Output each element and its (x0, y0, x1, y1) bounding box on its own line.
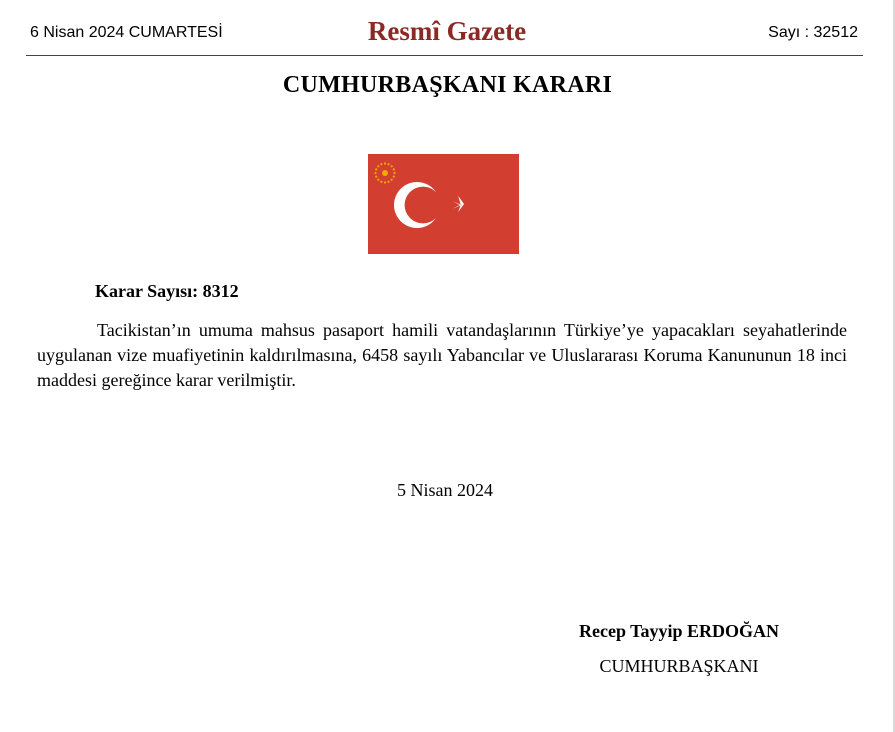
decision-body: Tacikistan’ın umuma mahsus pasaport hamili vatandaşlarının Türkiye’ye yapacakları seyahatlerinde uygulanan vize muafiyetinin kaldırılmasına, 6458 sayılı Yabancılar ve Uluslararası Koruma Kanununun 18 inci maddesi gereğince karar verilmiştir. (37, 320, 847, 390)
header-divider (26, 55, 863, 56)
presidential-flag-icon (368, 154, 519, 254)
gazette-header (30, 14, 864, 54)
decision-number: Karar Sayısı: 8312 (95, 281, 239, 301)
issue-date: 6 Nisan 2024 CUMARTESİ (30, 24, 223, 41)
issue-number: Sayı : 32512 (768, 24, 858, 41)
signer-title: CUMHURBAŞKANI (599, 656, 759, 676)
document-type-heading: CUMHURBAŞKANI KARARI (282, 72, 613, 98)
signature-date: 5 Nisan 2024 (397, 480, 493, 500)
signer-name: Recep Tayyip ERDOĞAN (578, 621, 780, 641)
gazette-title: Resmî Gazete (367, 16, 527, 46)
